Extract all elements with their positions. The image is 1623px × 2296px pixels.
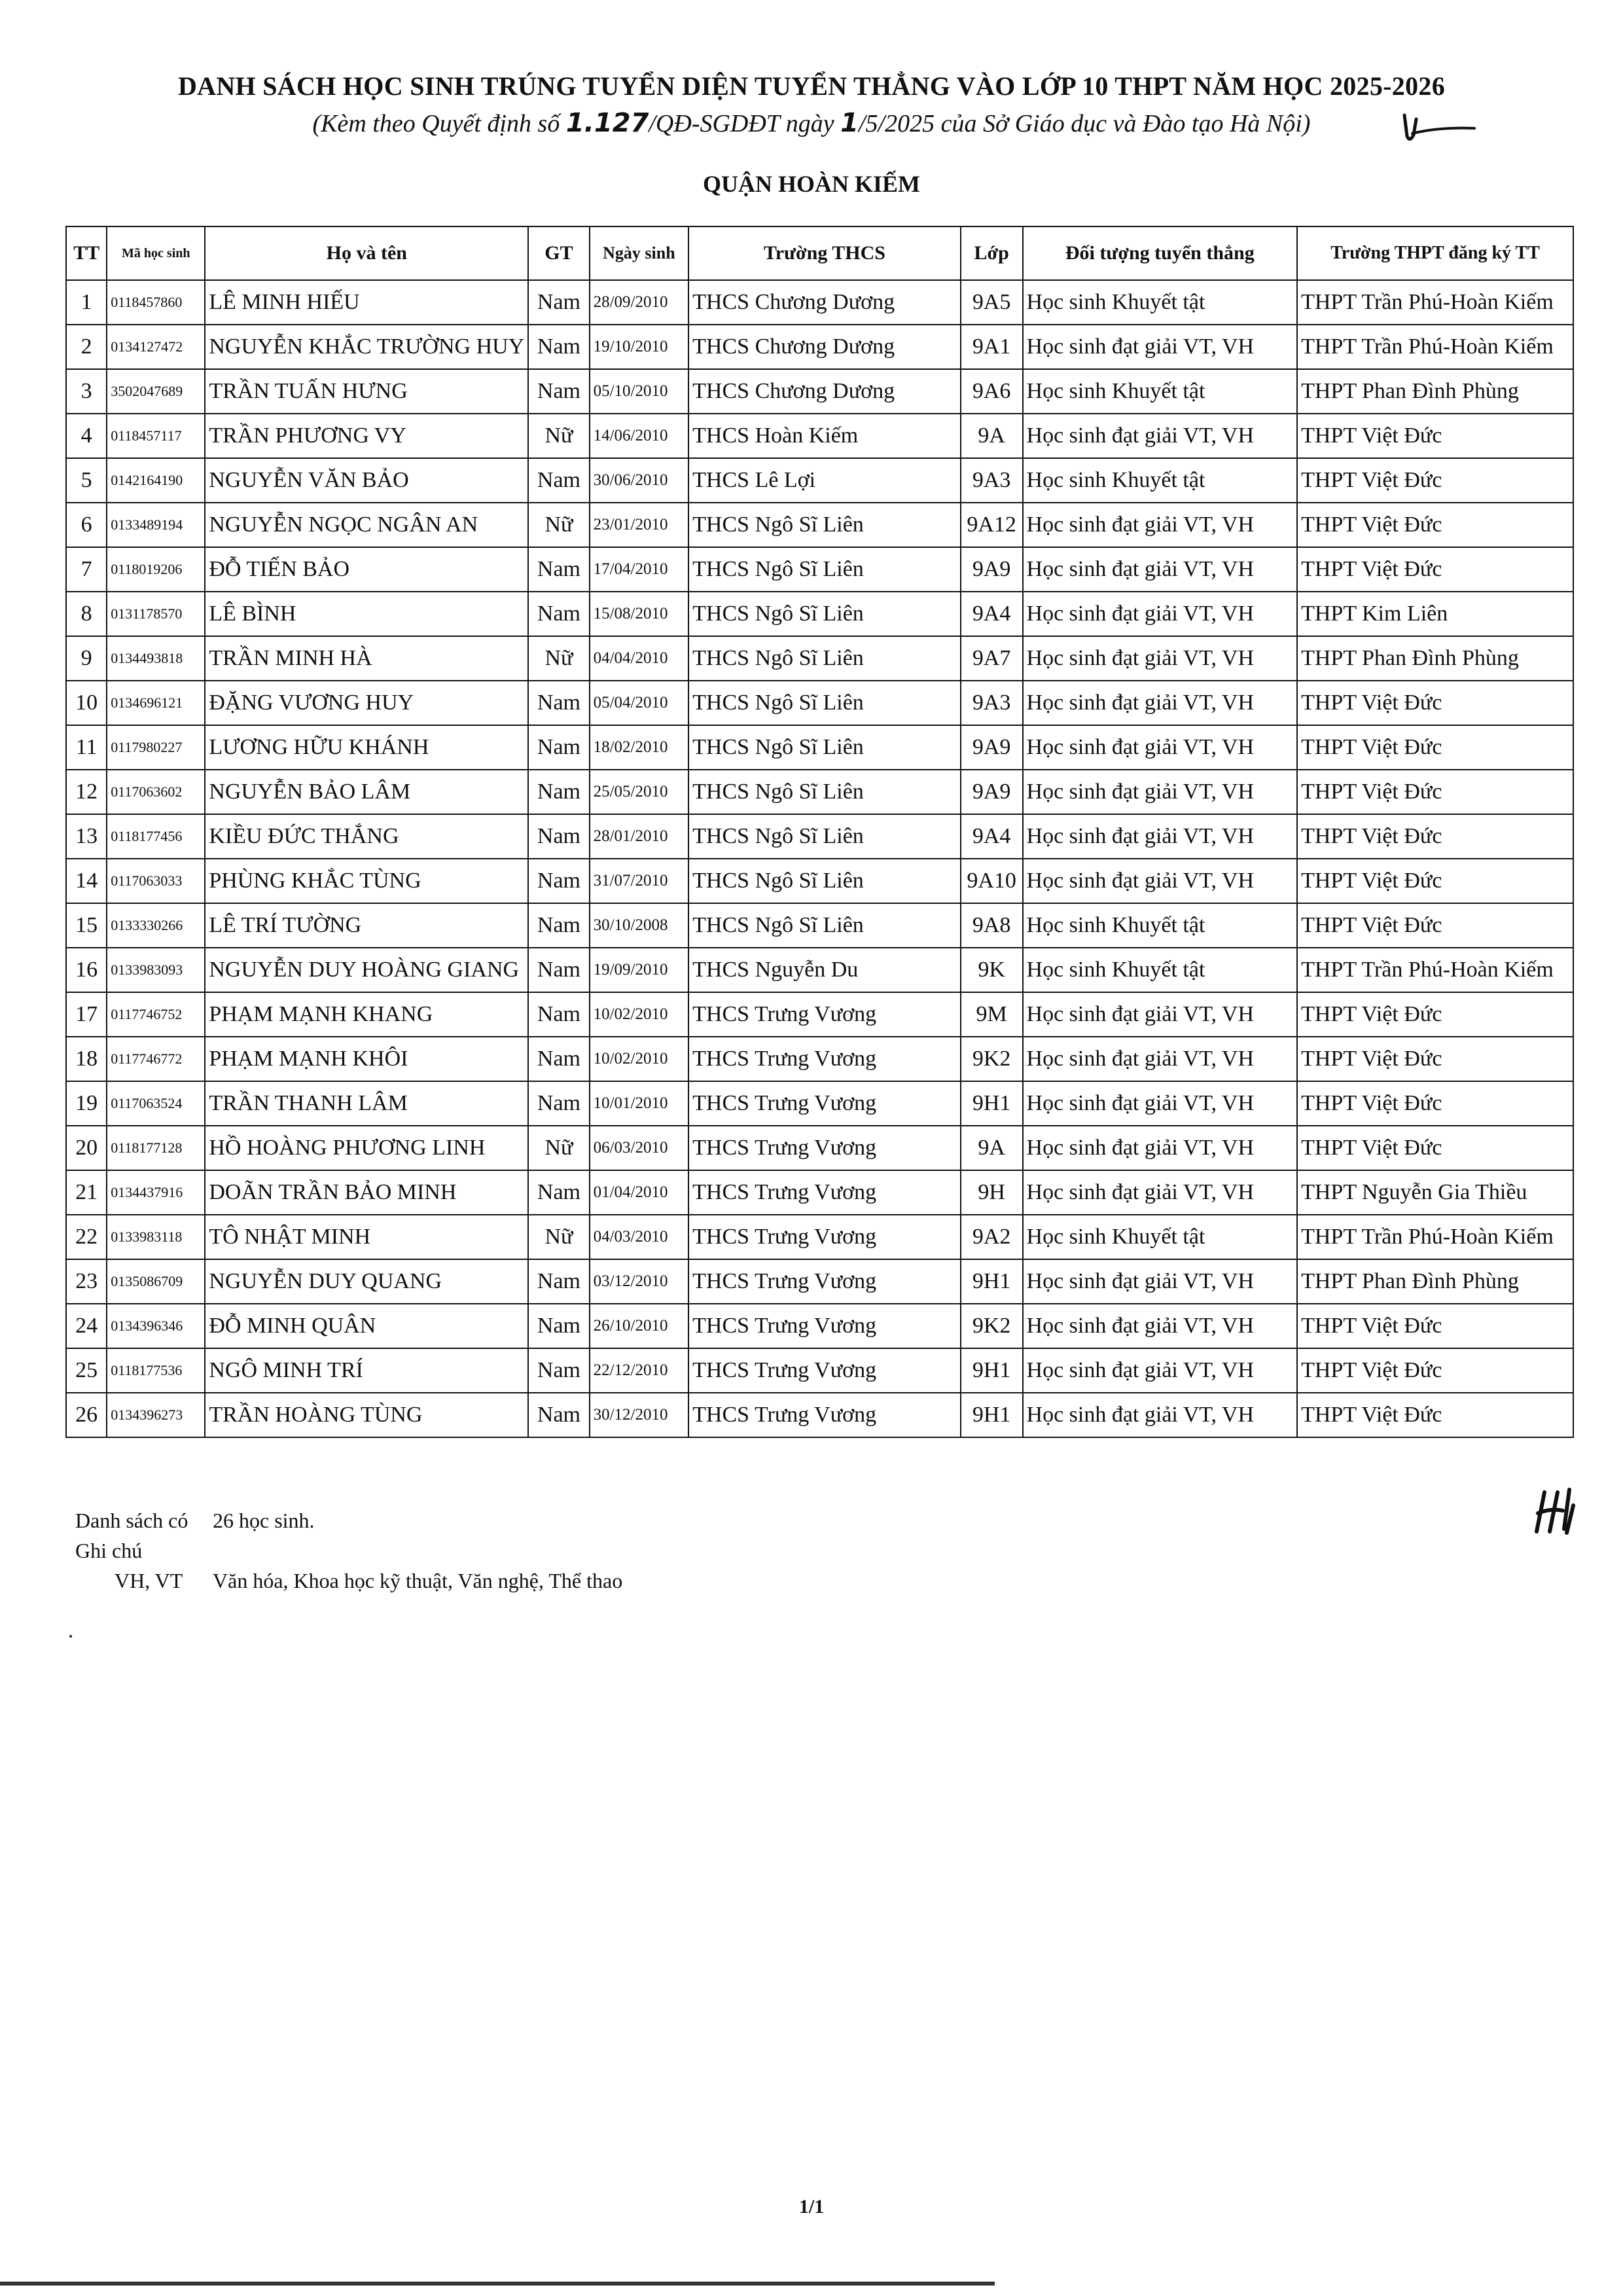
student-name: TRẦN MINH HÀ — [205, 636, 528, 681]
table-row — [66, 992, 1573, 1037]
row-number: 10 — [66, 681, 107, 725]
admission-type: Học sinh đạt giải VT, VH — [1023, 1304, 1298, 1348]
admission-type: Học sinh đạt giải VT, VH — [1023, 681, 1298, 725]
middle-school: THCS Ngô Sĩ Liên — [688, 814, 961, 859]
table-row — [66, 1170, 1573, 1215]
birthdate: 19/10/2010 — [590, 325, 689, 369]
middle-school: THCS Trưng Vương — [688, 1348, 961, 1393]
class: 9K2 — [961, 1304, 1023, 1348]
row-number: 4 — [66, 414, 107, 458]
subtitle-mid: /QĐ-SGDĐT ngày — [649, 110, 834, 137]
student-table — [65, 226, 1574, 1438]
gender: Nam — [528, 369, 589, 414]
class: 9H — [961, 1170, 1023, 1215]
registered-high-school: THPT Trần Phú-Hoàn Kiếm — [1297, 1215, 1573, 1259]
admission-type: Học sinh đạt giải VT, VH — [1023, 592, 1298, 636]
birthdate: 06/03/2010 — [590, 1126, 689, 1170]
class: 9H1 — [961, 1393, 1023, 1437]
gender: Nữ — [528, 503, 589, 547]
middle-school: THCS Lê Lợi — [688, 458, 961, 503]
class: 9M — [961, 992, 1023, 1037]
admission-type: Học sinh đạt giải VT, VH — [1023, 725, 1298, 770]
row-number: 12 — [66, 770, 107, 814]
table-row — [66, 770, 1573, 814]
student-name: LƯƠNG HỮU KHÁNH — [205, 725, 528, 770]
middle-school: THCS Trưng Vương — [688, 1304, 961, 1348]
admission-type: Học sinh đạt giải VT, VH — [1023, 503, 1298, 547]
middle-school: THCS Trưng Vương — [688, 1126, 961, 1170]
student-name: NGUYỄN VĂN BẢO — [205, 458, 528, 503]
middle-school: THCS Ngô Sĩ Liên — [688, 770, 961, 814]
table-row — [66, 1037, 1573, 1081]
student-id: 0134127472 — [107, 325, 205, 369]
gender: Nam — [528, 948, 589, 992]
table-row — [66, 503, 1573, 547]
note-label: Ghi chú — [75, 1539, 143, 1562]
note-line — [75, 1566, 622, 1596]
middle-school: THCS Chương Dương — [688, 369, 961, 414]
gender: Nam — [528, 725, 589, 770]
student-id: 0133489194 — [107, 503, 205, 547]
row-number: 25 — [66, 1348, 107, 1393]
class: 9A4 — [961, 814, 1023, 859]
table-row — [66, 1348, 1573, 1393]
registered-high-school: THPT Trần Phú-Hoàn Kiếm — [1297, 280, 1573, 325]
registered-high-school: THPT Kim Liên — [1297, 592, 1573, 636]
col-header-high-school: Trường THPT đăng ký TT — [1297, 226, 1573, 280]
birthdate: 28/09/2010 — [590, 280, 689, 325]
row-number: 5 — [66, 458, 107, 503]
row-number: 20 — [66, 1126, 107, 1170]
student-name: KIỀU ĐỨC THẮNG — [205, 814, 528, 859]
table-header-row — [66, 226, 1573, 280]
gender: Nam — [528, 325, 589, 369]
middle-school: THCS Chương Dương — [688, 325, 961, 369]
birthdate: 23/01/2010 — [590, 503, 689, 547]
student-id: 0134396273 — [107, 1393, 205, 1437]
middle-school: THCS Hoàn Kiếm — [688, 414, 961, 458]
student-name: LÊ MINH HIẾU — [205, 280, 528, 325]
row-number: 16 — [66, 948, 107, 992]
table-row — [66, 725, 1573, 770]
middle-school: THCS Ngô Sĩ Liên — [688, 725, 961, 770]
row-number: 6 — [66, 503, 107, 547]
student-name: TÔ NHẬT MINH — [205, 1215, 528, 1259]
admission-type: Học sinh đạt giải VT, VH — [1023, 1037, 1298, 1081]
gender: Nữ — [528, 1126, 589, 1170]
student-name: NGUYỄN KHẮC TRƯỜNG HUY — [205, 325, 528, 369]
registered-high-school: THPT Trần Phú-Hoàn Kiếm — [1297, 325, 1573, 369]
handwritten-initials-mark — [1531, 1486, 1584, 1538]
student-id: 0134396346 — [107, 1304, 205, 1348]
registered-high-school: THPT Việt Đức — [1297, 903, 1573, 948]
registered-high-school: THPT Việt Đức — [1297, 547, 1573, 592]
middle-school: THCS Trưng Vương — [688, 1215, 961, 1259]
student-id: 0133983093 — [107, 948, 205, 992]
table-row — [66, 1215, 1573, 1259]
registered-high-school: THPT Nguyễn Gia Thiều — [1297, 1170, 1573, 1215]
student-id: 0133330266 — [107, 903, 205, 948]
student-id: 0118457117 — [107, 414, 205, 458]
middle-school: THCS Ngô Sĩ Liên — [688, 903, 961, 948]
birthdate: 30/12/2010 — [590, 1393, 689, 1437]
admission-type: Học sinh đạt giải VT, VH — [1023, 1126, 1298, 1170]
row-number: 22 — [66, 1215, 107, 1259]
table-row — [66, 1259, 1573, 1304]
table-row — [66, 369, 1573, 414]
page-number: 1/1 — [798, 2196, 825, 2217]
admission-type: Học sinh đạt giải VT, VH — [1023, 1170, 1298, 1215]
row-number: 11 — [66, 725, 107, 770]
birthdate: 19/09/2010 — [590, 948, 689, 992]
middle-school: THCS Trưng Vương — [688, 1393, 961, 1437]
birthdate: 30/10/2008 — [590, 903, 689, 948]
stray-mark — [69, 1635, 72, 1638]
birthdate: 17/04/2010 — [590, 547, 689, 592]
document-title: DANH SÁCH HỌC SINH TRÚNG TUYỂN DIỆN TUYỂN THẲNG VÀO LỚP 10 THPT NĂM HỌC 2025-2026 — [177, 71, 1446, 101]
class: 9A7 — [961, 636, 1023, 681]
admission-type: Học sinh đạt giải VT, VH — [1023, 1393, 1298, 1437]
gender: Nam — [528, 1348, 589, 1393]
class: 9A3 — [961, 681, 1023, 725]
count-label: Danh sách có — [75, 1509, 188, 1532]
row-number: 19 — [66, 1081, 107, 1126]
student-name: PHẠM MẠNH KHANG — [205, 992, 528, 1037]
class: 9A2 — [961, 1215, 1023, 1259]
birthdate: 01/04/2010 — [590, 1170, 689, 1215]
admission-type: Học sinh Khuyết tật — [1023, 1215, 1298, 1259]
admission-type: Học sinh Khuyết tật — [1023, 458, 1298, 503]
student-name: NGUYỄN BẢO LÂM — [205, 770, 528, 814]
class: 9A8 — [961, 903, 1023, 948]
student-id: 0142164190 — [107, 458, 205, 503]
registered-high-school: THPT Việt Đức — [1297, 992, 1573, 1037]
admission-type: Học sinh Khuyết tật — [1023, 280, 1298, 325]
registered-high-school: THPT Việt Đức — [1297, 859, 1573, 903]
class: 9A4 — [961, 592, 1023, 636]
note-value: Văn hóa, Khoa học kỹ thuật, Văn nghệ, Thể thao — [213, 1569, 623, 1592]
gender: Nam — [528, 859, 589, 903]
student-name: PHÙNG KHẮC TÙNG — [205, 859, 528, 903]
birthdate: 30/06/2010 — [590, 458, 689, 503]
handwritten-decision-number: 1.127 — [565, 108, 649, 138]
birthdate: 04/04/2010 — [590, 636, 689, 681]
gender: Nữ — [528, 1215, 589, 1259]
birthdate: 05/10/2010 — [590, 369, 689, 414]
table-row — [66, 1393, 1573, 1437]
row-number: 1 — [66, 280, 107, 325]
registered-high-school: THPT Việt Đức — [1297, 1037, 1573, 1081]
class: 9A12 — [961, 503, 1023, 547]
student-id: 0117980227 — [107, 725, 205, 770]
admission-type: Học sinh đạt giải VT, VH — [1023, 1348, 1298, 1393]
student-id: 0117746772 — [107, 1037, 205, 1081]
class: 9A5 — [961, 280, 1023, 325]
admission-type: Học sinh đạt giải VT, VH — [1023, 547, 1298, 592]
student-id: 0131178570 — [107, 592, 205, 636]
table-row — [66, 636, 1573, 681]
registered-high-school: THPT Việt Đức — [1297, 1126, 1573, 1170]
student-name: TRẦN TUẤN HƯNG — [205, 369, 528, 414]
count-value: 26 học sinh. — [213, 1509, 315, 1532]
student-id: 0118177536 — [107, 1348, 205, 1393]
admission-type: Học sinh đạt giải VT, VH — [1023, 1259, 1298, 1304]
middle-school: THCS Trưng Vương — [688, 1081, 961, 1126]
student-name: NGUYỄN DUY HOÀNG GIANG — [205, 948, 528, 992]
gender: Nữ — [528, 414, 589, 458]
student-id: 0133983118 — [107, 1215, 205, 1259]
row-number: 14 — [66, 859, 107, 903]
student-name: HỒ HOÀNG PHƯƠNG LINH — [205, 1126, 528, 1170]
student-name: ĐẶNG VƯƠNG HUY — [205, 681, 528, 725]
row-number: 8 — [66, 592, 107, 636]
col-header-student-id: Mã học sinh — [107, 226, 205, 280]
notes-block — [75, 1505, 622, 1596]
admission-type: Học sinh đạt giải VT, VH — [1023, 1081, 1298, 1126]
student-id: 0117063602 — [107, 770, 205, 814]
birthdate: 05/04/2010 — [590, 681, 689, 725]
student-name: NGUYỄN DUY QUANG — [205, 1259, 528, 1304]
row-number: 24 — [66, 1304, 107, 1348]
student-id: 0117063033 — [107, 859, 205, 903]
birthdate: 14/06/2010 — [590, 414, 689, 458]
gender: Nam — [528, 280, 589, 325]
gender: Nam — [528, 592, 589, 636]
student-id: 0117746752 — [107, 992, 205, 1037]
handwritten-signature-mark — [1399, 110, 1478, 149]
bottom-scan-line — [0, 2282, 995, 2286]
middle-school: THCS Trưng Vương — [688, 1259, 961, 1304]
student-name: TRẦN PHƯƠNG VY — [205, 414, 528, 458]
admission-type: Học sinh đạt giải VT, VH — [1023, 414, 1298, 458]
student-name: LÊ BÌNH — [205, 592, 528, 636]
row-number: 3 — [66, 369, 107, 414]
row-number: 9 — [66, 636, 107, 681]
birthdate: 10/01/2010 — [590, 1081, 689, 1126]
col-header-admission-type: Đối tượng tuyển thẳng — [1023, 226, 1298, 280]
document-subtitle — [0, 108, 1623, 138]
count-line — [75, 1505, 622, 1535]
row-number: 13 — [66, 814, 107, 859]
student-name: ĐỖ TIẾN BẢO — [205, 547, 528, 592]
gender: Nam — [528, 1304, 589, 1348]
birthdate: 22/12/2010 — [590, 1348, 689, 1393]
student-id: 0134493818 — [107, 636, 205, 681]
gender: Nam — [528, 458, 589, 503]
row-number: 18 — [66, 1037, 107, 1081]
admission-type: Học sinh đạt giải VT, VH — [1023, 992, 1298, 1037]
registered-high-school: THPT Phan Đình Phùng — [1297, 636, 1573, 681]
row-number: 15 — [66, 903, 107, 948]
class: 9A9 — [961, 547, 1023, 592]
row-number: 7 — [66, 547, 107, 592]
table-row — [66, 592, 1573, 636]
middle-school: THCS Trưng Vương — [688, 1037, 961, 1081]
birthdate: 03/12/2010 — [590, 1259, 689, 1304]
birthdate: 25/05/2010 — [590, 770, 689, 814]
gender: Nam — [528, 1037, 589, 1081]
gender: Nam — [528, 681, 589, 725]
registered-high-school: THPT Việt Đức — [1297, 814, 1573, 859]
table-row — [66, 903, 1573, 948]
handwritten-decision-day: 1 — [840, 108, 859, 138]
gender: Nam — [528, 770, 589, 814]
table-row — [66, 1304, 1573, 1348]
table-row — [66, 1126, 1573, 1170]
table-row — [66, 814, 1573, 859]
admission-type: Học sinh Khuyết tật — [1023, 948, 1298, 992]
class: 9A9 — [961, 725, 1023, 770]
col-header-birthdate: Ngày sinh — [590, 226, 689, 280]
admission-type: Học sinh đạt giải VT, VH — [1023, 859, 1298, 903]
table-row — [66, 1081, 1573, 1126]
gender: Nam — [528, 814, 589, 859]
class: 9A — [961, 1126, 1023, 1170]
table-row — [66, 414, 1573, 458]
admission-type: Học sinh đạt giải VT, VH — [1023, 770, 1298, 814]
col-header-tt: TT — [66, 226, 107, 280]
student-name: TRẦN HOÀNG TÙNG — [205, 1393, 528, 1437]
registered-high-school: THPT Trần Phú-Hoàn Kiếm — [1297, 948, 1573, 992]
table-row — [66, 859, 1573, 903]
registered-high-school: THPT Việt Đức — [1297, 503, 1573, 547]
registered-high-school: THPT Việt Đức — [1297, 770, 1573, 814]
registered-high-school: THPT Việt Đức — [1297, 681, 1573, 725]
student-name: NGUYỄN NGỌC NGÂN AN — [205, 503, 528, 547]
table-row — [66, 948, 1573, 992]
student-name: LÊ TRÍ TƯỜNG — [205, 903, 528, 948]
admission-type: Học sinh đạt giải VT, VH — [1023, 325, 1298, 369]
col-header-gender: GT — [528, 226, 589, 280]
note-key: VH, VT — [115, 1569, 183, 1592]
table-body — [66, 280, 1573, 1437]
birthdate: 10/02/2010 — [590, 992, 689, 1037]
admission-type: Học sinh đạt giải VT, VH — [1023, 814, 1298, 859]
gender: Nam — [528, 992, 589, 1037]
student-name: TRẦN THANH LÂM — [205, 1081, 528, 1126]
table-row — [66, 681, 1573, 725]
student-name: ĐỖ MINH QUÂN — [205, 1304, 528, 1348]
student-id: 0118177456 — [107, 814, 205, 859]
admission-type: Học sinh Khuyết tật — [1023, 903, 1298, 948]
gender: Nam — [528, 1393, 589, 1437]
student-id: 0118177128 — [107, 1126, 205, 1170]
student-id: 0118019206 — [107, 547, 205, 592]
class: 9H1 — [961, 1259, 1023, 1304]
admission-type: Học sinh Khuyết tật — [1023, 369, 1298, 414]
class: 9A6 — [961, 369, 1023, 414]
middle-school: THCS Ngô Sĩ Liên — [688, 636, 961, 681]
birthdate: 18/02/2010 — [590, 725, 689, 770]
class: 9K2 — [961, 1037, 1023, 1081]
district-heading: QUẬN HOÀN KIẾM — [703, 171, 920, 197]
student-id: 0117063524 — [107, 1081, 205, 1126]
registered-high-school: THPT Việt Đức — [1297, 725, 1573, 770]
middle-school: THCS Ngô Sĩ Liên — [688, 547, 961, 592]
note-heading-line — [75, 1535, 622, 1566]
class: 9K — [961, 948, 1023, 992]
table-row — [66, 547, 1573, 592]
registered-high-school: THPT Phan Đình Phùng — [1297, 1259, 1573, 1304]
table-row — [66, 280, 1573, 325]
student-id: 0134696121 — [107, 681, 205, 725]
subtitle-prefix: (Kèm theo Quyết định số — [312, 110, 560, 137]
gender: Nam — [528, 1170, 589, 1215]
birthdate: 26/10/2010 — [590, 1304, 689, 1348]
class: 9A10 — [961, 859, 1023, 903]
birthdate: 10/02/2010 — [590, 1037, 689, 1081]
registered-high-school: THPT Việt Đức — [1297, 1304, 1573, 1348]
middle-school: THCS Ngô Sĩ Liên — [688, 681, 961, 725]
student-name: PHẠM MẠNH KHÔI — [205, 1037, 528, 1081]
class: 9A1 — [961, 325, 1023, 369]
registered-high-school: THPT Việt Đức — [1297, 458, 1573, 503]
birthdate: 31/07/2010 — [590, 859, 689, 903]
row-number: 26 — [66, 1393, 107, 1437]
birthdate: 28/01/2010 — [590, 814, 689, 859]
row-number: 2 — [66, 325, 107, 369]
middle-school: THCS Ngô Sĩ Liên — [688, 859, 961, 903]
middle-school: THCS Chương Dương — [688, 280, 961, 325]
class: 9H1 — [961, 1348, 1023, 1393]
middle-school: THCS Ngô Sĩ Liên — [688, 592, 961, 636]
middle-school: THCS Trưng Vương — [688, 992, 961, 1037]
row-number: 21 — [66, 1170, 107, 1215]
middle-school: THCS Ngô Sĩ Liên — [688, 503, 961, 547]
class: 9A9 — [961, 770, 1023, 814]
middle-school: THCS Trưng Vương — [688, 1170, 961, 1215]
class: 9H1 — [961, 1081, 1023, 1126]
table-row — [66, 325, 1573, 369]
registered-high-school: THPT Việt Đức — [1297, 1348, 1573, 1393]
registered-high-school: THPT Phan Đình Phùng — [1297, 369, 1573, 414]
table-row — [66, 458, 1573, 503]
col-header-class: Lớp — [961, 226, 1023, 280]
gender: Nam — [528, 903, 589, 948]
registered-high-school: THPT Việt Đức — [1297, 1081, 1573, 1126]
middle-school: THCS Nguyễn Du — [688, 948, 961, 992]
subtitle-suffix: /5/2025 của Sở Giáo dục và Đào tạo Hà Nội) — [858, 110, 1311, 137]
admission-type: Học sinh đạt giải VT, VH — [1023, 636, 1298, 681]
row-number: 23 — [66, 1259, 107, 1304]
class: 9A3 — [961, 458, 1023, 503]
student-name: DOÃN TRẦN BẢO MINH — [205, 1170, 528, 1215]
birthdate: 04/03/2010 — [590, 1215, 689, 1259]
col-header-middle-school: Trường THCS — [688, 226, 961, 280]
student-name: NGÔ MINH TRÍ — [205, 1348, 528, 1393]
class: 9A — [961, 414, 1023, 458]
student-id: 3502047689 — [107, 369, 205, 414]
student-id: 0118457860 — [107, 280, 205, 325]
birthdate: 15/08/2010 — [590, 592, 689, 636]
gender: Nam — [528, 1259, 589, 1304]
registered-high-school: THPT Việt Đức — [1297, 414, 1573, 458]
row-number: 17 — [66, 992, 107, 1037]
gender: Nam — [528, 1081, 589, 1126]
student-id: 0135086709 — [107, 1259, 205, 1304]
gender: Nữ — [528, 636, 589, 681]
registered-high-school: THPT Việt Đức — [1297, 1393, 1573, 1437]
gender: Nam — [528, 547, 589, 592]
col-header-full-name: Họ và tên — [205, 226, 528, 280]
student-id: 0134437916 — [107, 1170, 205, 1215]
